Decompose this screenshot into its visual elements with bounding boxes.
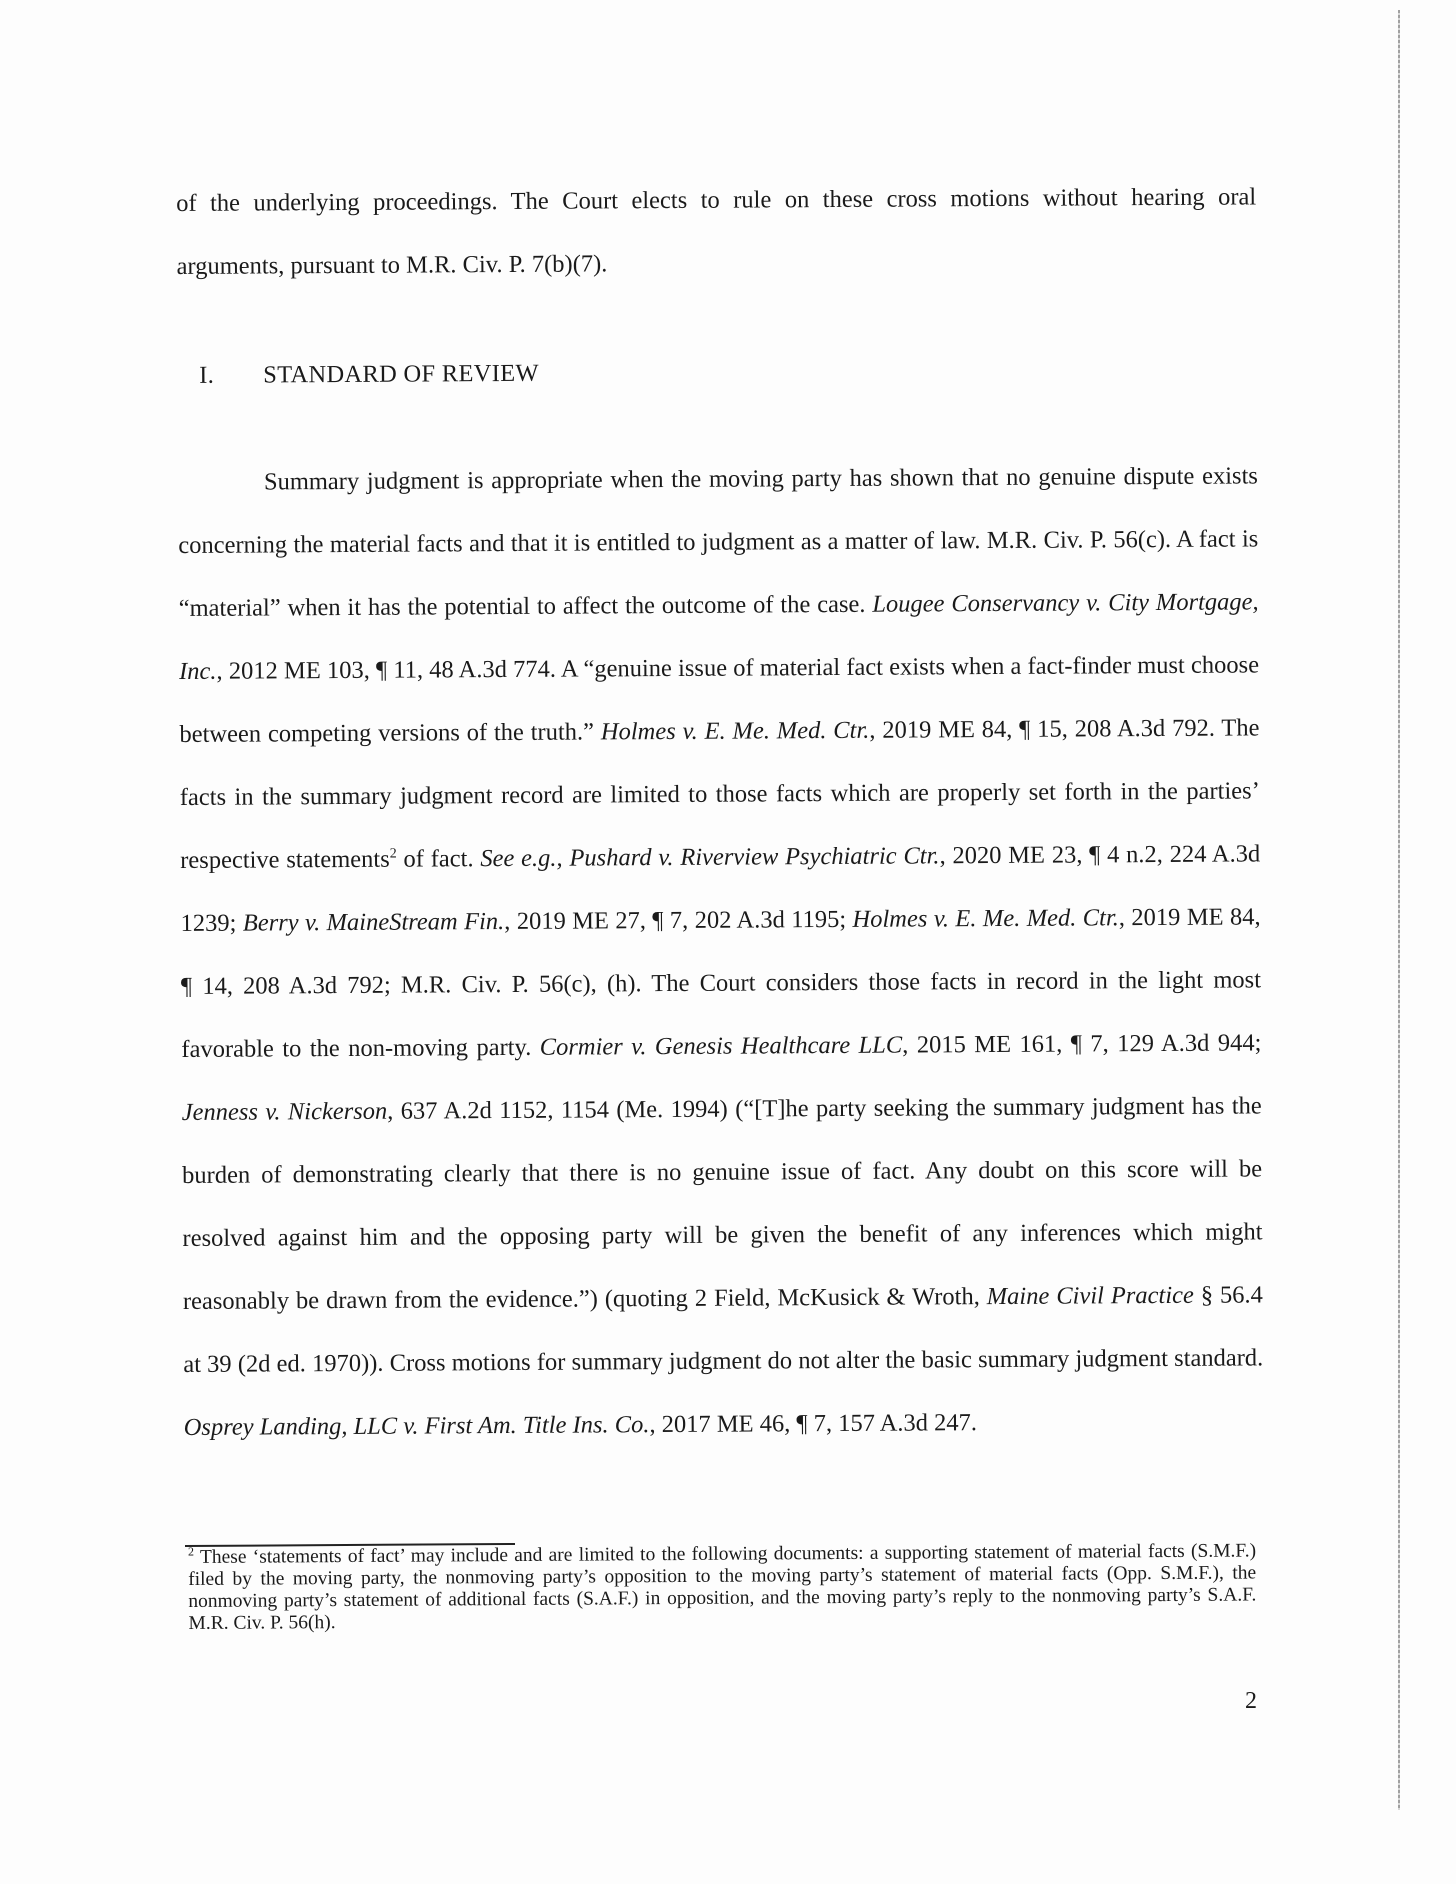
body-text (176, 165, 1264, 1459)
text-segment: , 2015 ME 161, ¶ 7, 129 A.3d 944; (902, 1029, 1262, 1059)
scan-edge-artifact (1398, 10, 1400, 1810)
standard-of-review-paragraph (178, 444, 1264, 1459)
text-segment: , 2012 ME 103, ¶ 11, 48 A.3d 774. A “genuine issue of material fact exists when a fact-finder must choose between competing versions of the truth.” (179, 651, 1260, 748)
page-number: 2 (1245, 1688, 1257, 1714)
case-citation: Jenness v. Nickerson (181, 1097, 388, 1126)
text-segment: Summary judgment is appropriate when the moving party has shown that no genuine dispute exists concerning the material facts and that it is entitled to judgment as a matter of law. M.R. Civ. P. 56(c). A fact is “material” when it has the potential to affect the outcome of the case. (178, 462, 1259, 622)
text-segment: , 2019 ME 84, ¶ 14, 208 A.3d 792; M.R. Civ. P. 56(c), (h). The Court considers those facts in record in the light most favorable to the non-moving party. (180, 903, 1262, 1063)
case-citation: Osprey Landing, LLC v. First Am. Title Ins. Co. (183, 1411, 650, 1441)
footnote (188, 1540, 1257, 1635)
intro-paragraph: of the underlying proceedings. The Court elects to rule on these cross motions without hearing oral arguments, pursuant to M.R. Civ. P. 7(b)(7). (176, 183, 1257, 280)
section-title: STANDARD OF REVIEW (263, 359, 539, 389)
case-citation: Holmes v. E. Me. Med. Ctr. (852, 904, 1119, 933)
section-heading (177, 337, 1257, 407)
case-citation: Cormier v. Genesis Healthcare LLC (539, 1031, 903, 1061)
text-segment: of fact. (396, 845, 481, 873)
treatise-citation: Maine Civil Practice (986, 1281, 1194, 1311)
section-number: I. (199, 361, 215, 389)
text-segment: , 2017 ME 46, ¶ 7, 157 A.3d 247. (649, 1409, 978, 1439)
footnote-text: These ‘statements of fact’ may include and are limited to the following documents: a supporting statement of material facts (S.M.F.) filed by the moving party, the nonmoving party’s opposition to the moving party’s statement of material facts (Opp. S.M.F.), the nonmoving party’s statement of additional facts (S.A.F.) in opposition, and the moving party’s reply to the nonmoving party’s S.A.F. M.R. Civ. P. 56(h). (188, 1540, 1257, 1634)
text-segment: , 637 A.2d 1152, 1154 (Me. 1994) (“[T]he party seeking the summary judgment has the burden of demonstrating clearly that there is no genuine issue of fact. Any doubt on this score will be resolved against him and the opposing party will be given the benefit of any inferences which might reasonably be drawn from the evidence.”) (quoting 2 Field, McKusick & Wroth, (182, 1092, 1263, 1315)
text-segment: , 2019 ME 27, ¶ 7, 202 A.3d 1195; (504, 905, 853, 936)
case-citation: Holmes v. E. Me. Med. Ctr. (600, 716, 870, 746)
case-citation: Berry v. MaineStream Fin. (242, 908, 505, 937)
case-citation: See e.g., Pushard v. Riverview Psychiatric Ctr. (480, 842, 940, 873)
footnote-reference: 2 (389, 846, 397, 862)
footnote-number: 2 (187, 1544, 195, 1559)
text-segment: , 2020 ME 23, ¶ 4 n.2, 224 A.3d 1239; (180, 840, 1261, 937)
text-segment: § 56.4 at 39 (2d ed. 1970)). Cross motions for summary judgment do not alter the basic summary judgment standard. (183, 1281, 1264, 1378)
case-citation: Lougee Conservancy v. City Mortgage, Inc. (178, 588, 1259, 685)
text-segment: , 2019 ME 84, ¶ 15, 208 A.3d 792. The facts in the summary judgment record are limited to those facts which are properly set forth in the parties’ respective statements (179, 714, 1260, 874)
